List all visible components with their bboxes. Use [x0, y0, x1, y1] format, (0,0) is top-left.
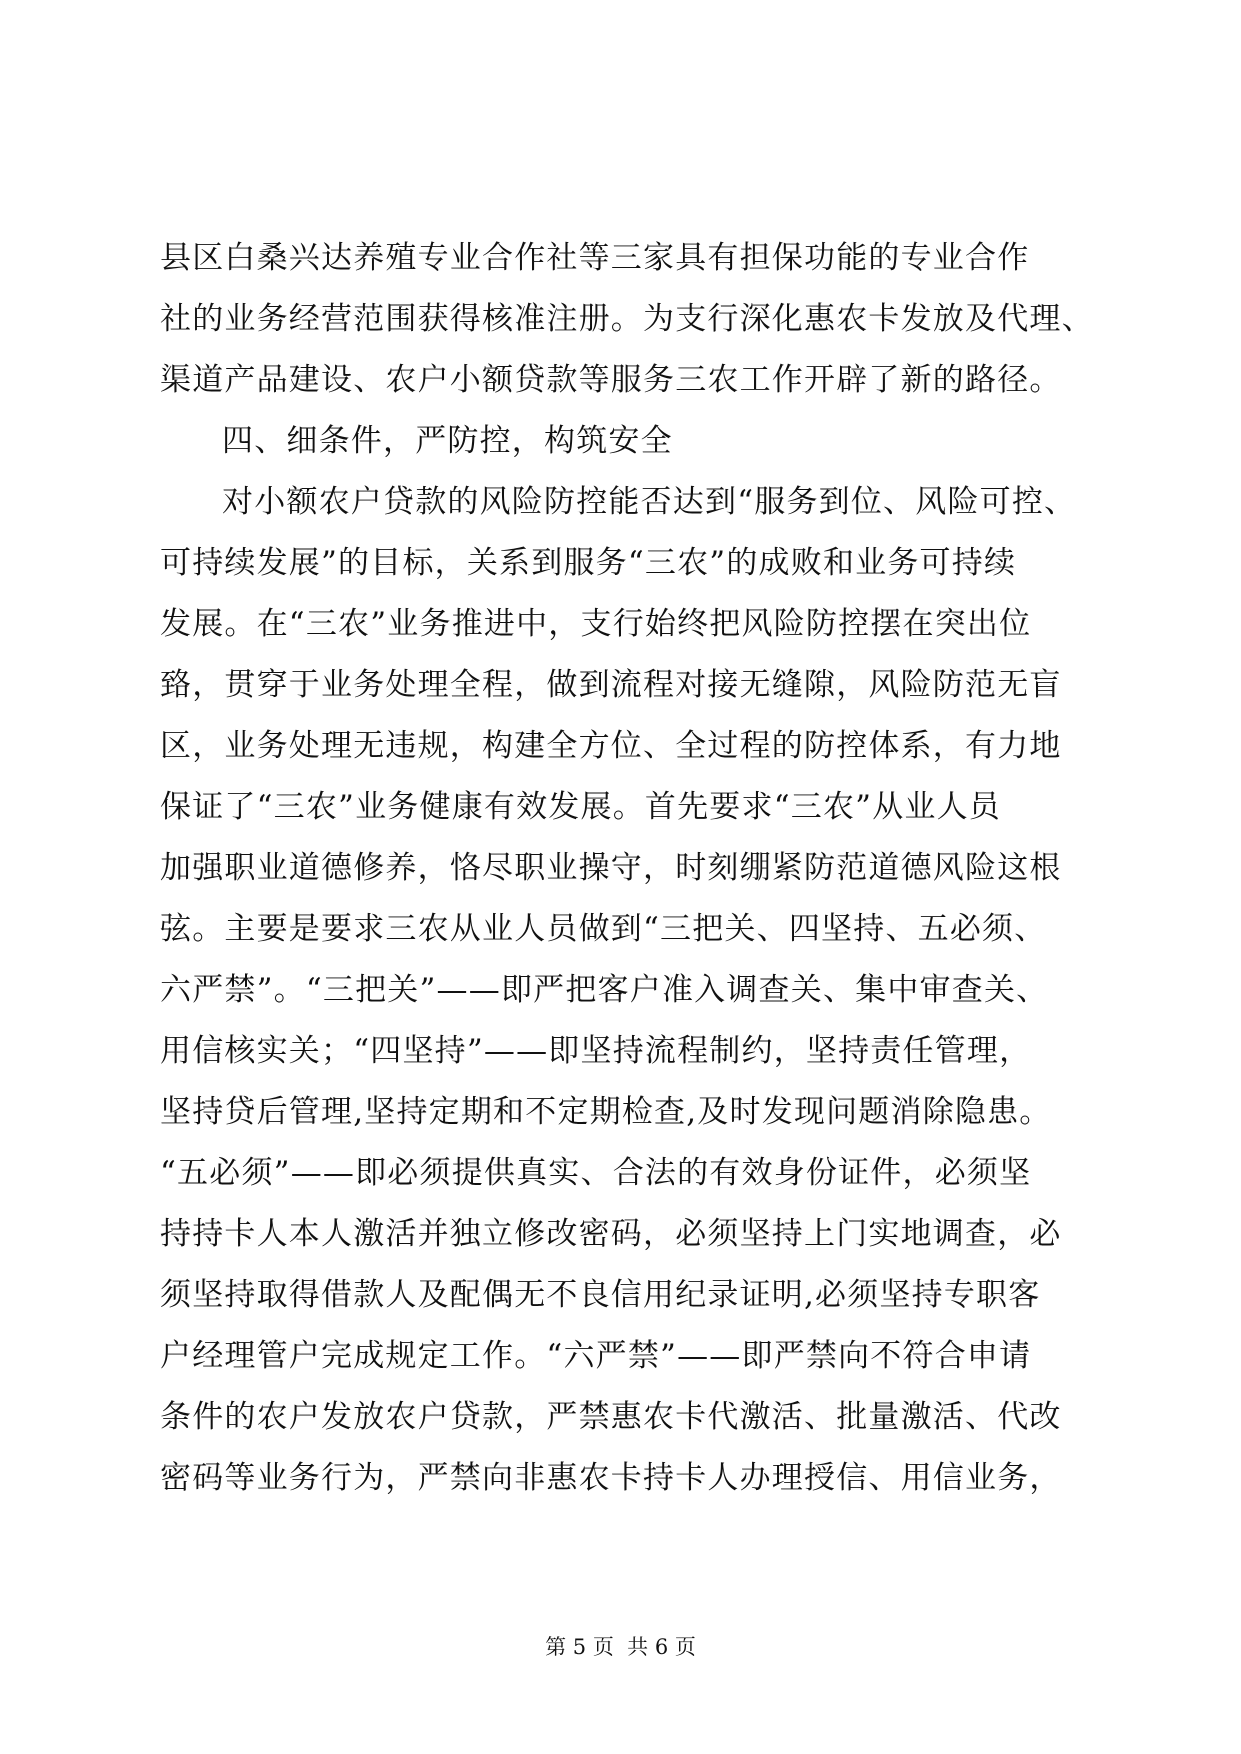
text-line: 可持续发展”的目标，关系到服务“三农”的成败和业务可持续 — [160, 545, 1017, 581]
text-line: 须坚持取得借款人及配偶无不良信用纪录证明,必须坚持专职客 — [160, 1277, 1041, 1313]
text-line: 臵，贯穿于业务处理全程，做到流程对接无缝隙，风险防范无盲 — [160, 667, 1062, 703]
text-line: 弦。主要是要求三农从业人员做到“三把关、四坚持、五必须、 — [160, 911, 1047, 947]
text-line: 密码等业务行为，严禁向非惠农卡持卡人办理授信、用信业务， — [160, 1460, 1062, 1496]
text-line: 加强职业道德修养，恪尽职业操守，时刻绷紧防范道德风险这根 — [160, 850, 1062, 886]
page-footer: 第 5 页 共 6 页 — [545, 1635, 696, 1659]
text-line: 四、细条件，严防控，构筑安全 — [222, 423, 673, 459]
text-line: 条件的农户发放农户贷款，严禁惠农卡代激活、批量激活、代改 — [160, 1399, 1062, 1435]
text-line: 社的业务经营范围获得核准注册。为支行深化惠农卡发放及代理、 — [160, 301, 1094, 337]
body-text — [160, 228, 1120, 1509]
text-line: 持持卡人本人激活并独立修改密码，必须坚持上门实地调查，必 — [160, 1216, 1062, 1252]
text-line: 六严禁”。“三把关”——即严把客户准入调查关、集中审查关、 — [160, 972, 1049, 1008]
text-line: “五必须”——即必须提供真实、合法的有效身份证件，必须坚 — [160, 1155, 1032, 1191]
text-line: 户经理管户完成规定工作。“六严禁”——即严禁向不符合申请 — [160, 1338, 1032, 1374]
text-line: 保证了“三农”业务健康有效发展。首先要求“三农”从业人员 — [160, 789, 1001, 825]
text-line: 渠道产品建设、农户小额贷款等服务三农工作开辟了新的路径。 — [160, 362, 1062, 398]
text-line: 区，业务处理无违规，构建全方位、全过程的防控体系，有力地 — [160, 728, 1062, 764]
text-line: 用信核实关；“四坚持”——即坚持流程制约，坚持责任管理， — [160, 1033, 1032, 1069]
text-line: 对小额农户贷款的风险防控能否达到“服务到位、风险可控、 — [222, 484, 1077, 520]
text-line: 坚持贷后管理,坚持定期和不定期检查,及时发现问题消除隐患。 — [160, 1094, 1052, 1130]
text-line: 发展。在“三农”业务推进中，支行始终把风险防控摆在突出位 — [160, 606, 1032, 642]
text-line: 县区白桑兴达养殖专业合作社等三家具有担保功能的专业合作 — [160, 240, 1030, 276]
